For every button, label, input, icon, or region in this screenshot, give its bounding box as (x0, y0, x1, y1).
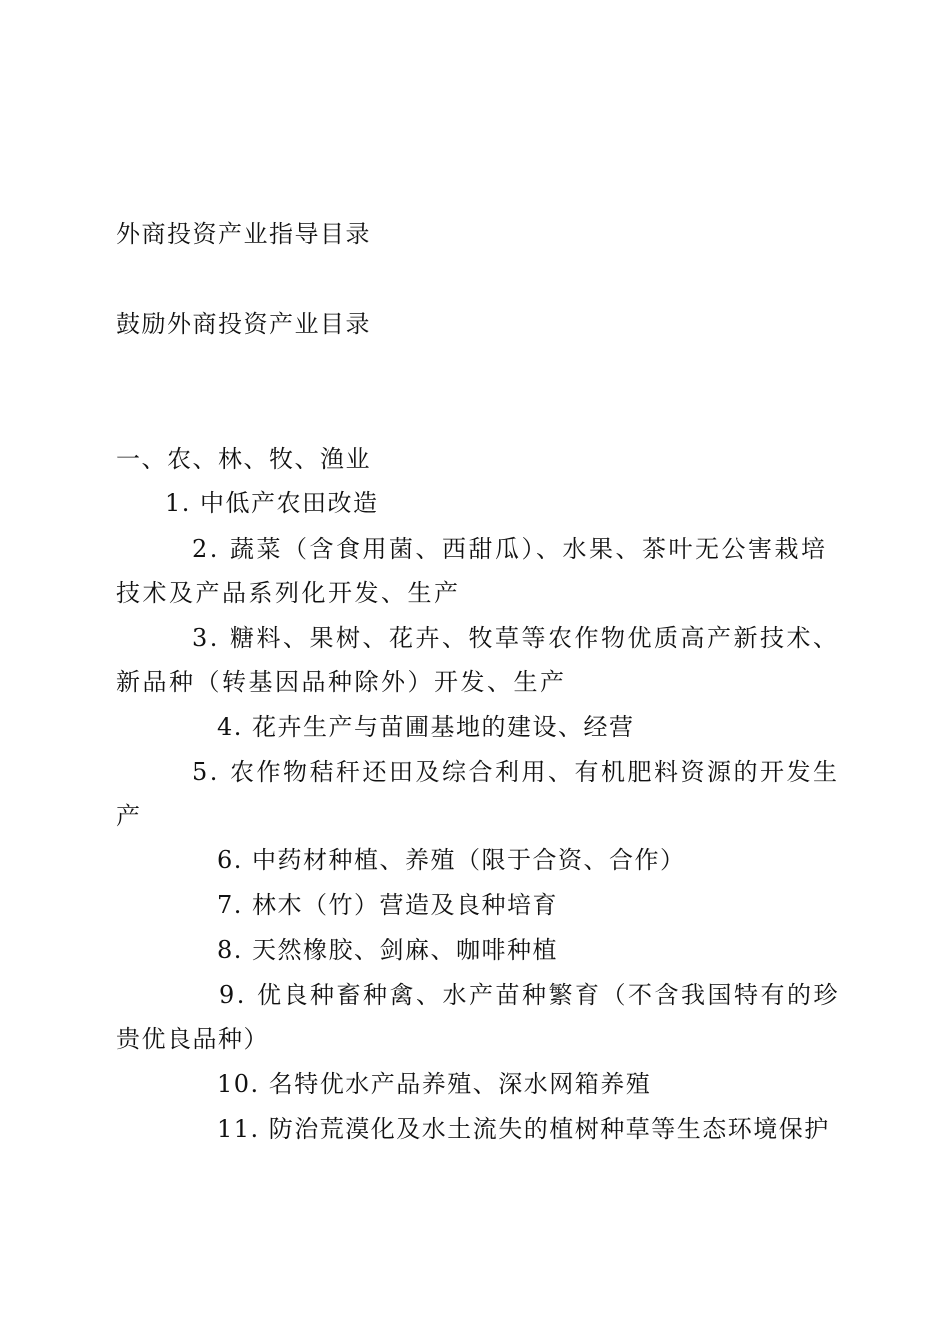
list-item-text: 1. 中低产农田改造 (165, 489, 379, 517)
list-item-text: 4. 花卉生产与苗圃基地的建设、经营 (217, 713, 635, 741)
list-item (0, 842, 950, 878)
list-item (0, 709, 950, 745)
list-item-continuation (0, 575, 950, 611)
list-item-text: 技术及产品系列化开发、生产 (116, 579, 461, 607)
list-item-text: 6. 中药材种植、养殖（限于合资、合作） (217, 846, 686, 874)
list-item-text: 3. 糖料、果树、花卉、牧草等农作物优质高产新技术、 (192, 624, 840, 652)
list-item (0, 754, 950, 790)
section-heading: 一、农、林、牧、渔业 (116, 445, 371, 473)
list-item (0, 932, 950, 968)
list-item-continuation (0, 664, 950, 700)
list-item-text: 10. 名特优水产品养殖、深水网箱养殖 (217, 1070, 652, 1098)
list-item-text: 8. 天然橡胶、剑麻、咖啡种植 (217, 936, 559, 964)
list-item (0, 485, 950, 521)
document-subtitle-line (0, 306, 950, 342)
list-item-text: 5. 农作物秸秆还田及综合利用、有机肥料资源的开发生 (192, 758, 840, 786)
document-title-line (0, 216, 950, 252)
section-heading-line (0, 441, 950, 477)
list-item-text: 11. 防治荒漠化及水土流失的植树种草等生态环境保护 (217, 1115, 830, 1143)
list-item-text: 2. 蔬菜（含食用菌、西甜瓜）、水果、茶叶无公害栽培 (192, 535, 828, 563)
list-item (0, 531, 950, 567)
list-item-continuation (0, 1021, 950, 1057)
list-item-text: 9. 优良种畜种禽、水产苗种繁育（不含我国特有的珍 (219, 981, 841, 1009)
list-item (0, 977, 950, 1013)
list-item-continuation (0, 798, 950, 834)
list-item-text: 新品种（转基因品种除外）开发、生产 (116, 668, 567, 696)
list-item (0, 887, 950, 923)
document-title: 外商投资产业指导目录 (116, 220, 371, 248)
list-item-text: 7. 林木（竹）营造及良种培育 (217, 891, 559, 919)
document-subtitle: 鼓励外商投资产业目录 (116, 310, 371, 338)
list-item-text: 产 (116, 802, 142, 830)
list-item (0, 1111, 950, 1147)
list-item (0, 1066, 950, 1102)
list-item (0, 620, 950, 656)
list-item-text: 贵优良品种） (116, 1025, 269, 1053)
